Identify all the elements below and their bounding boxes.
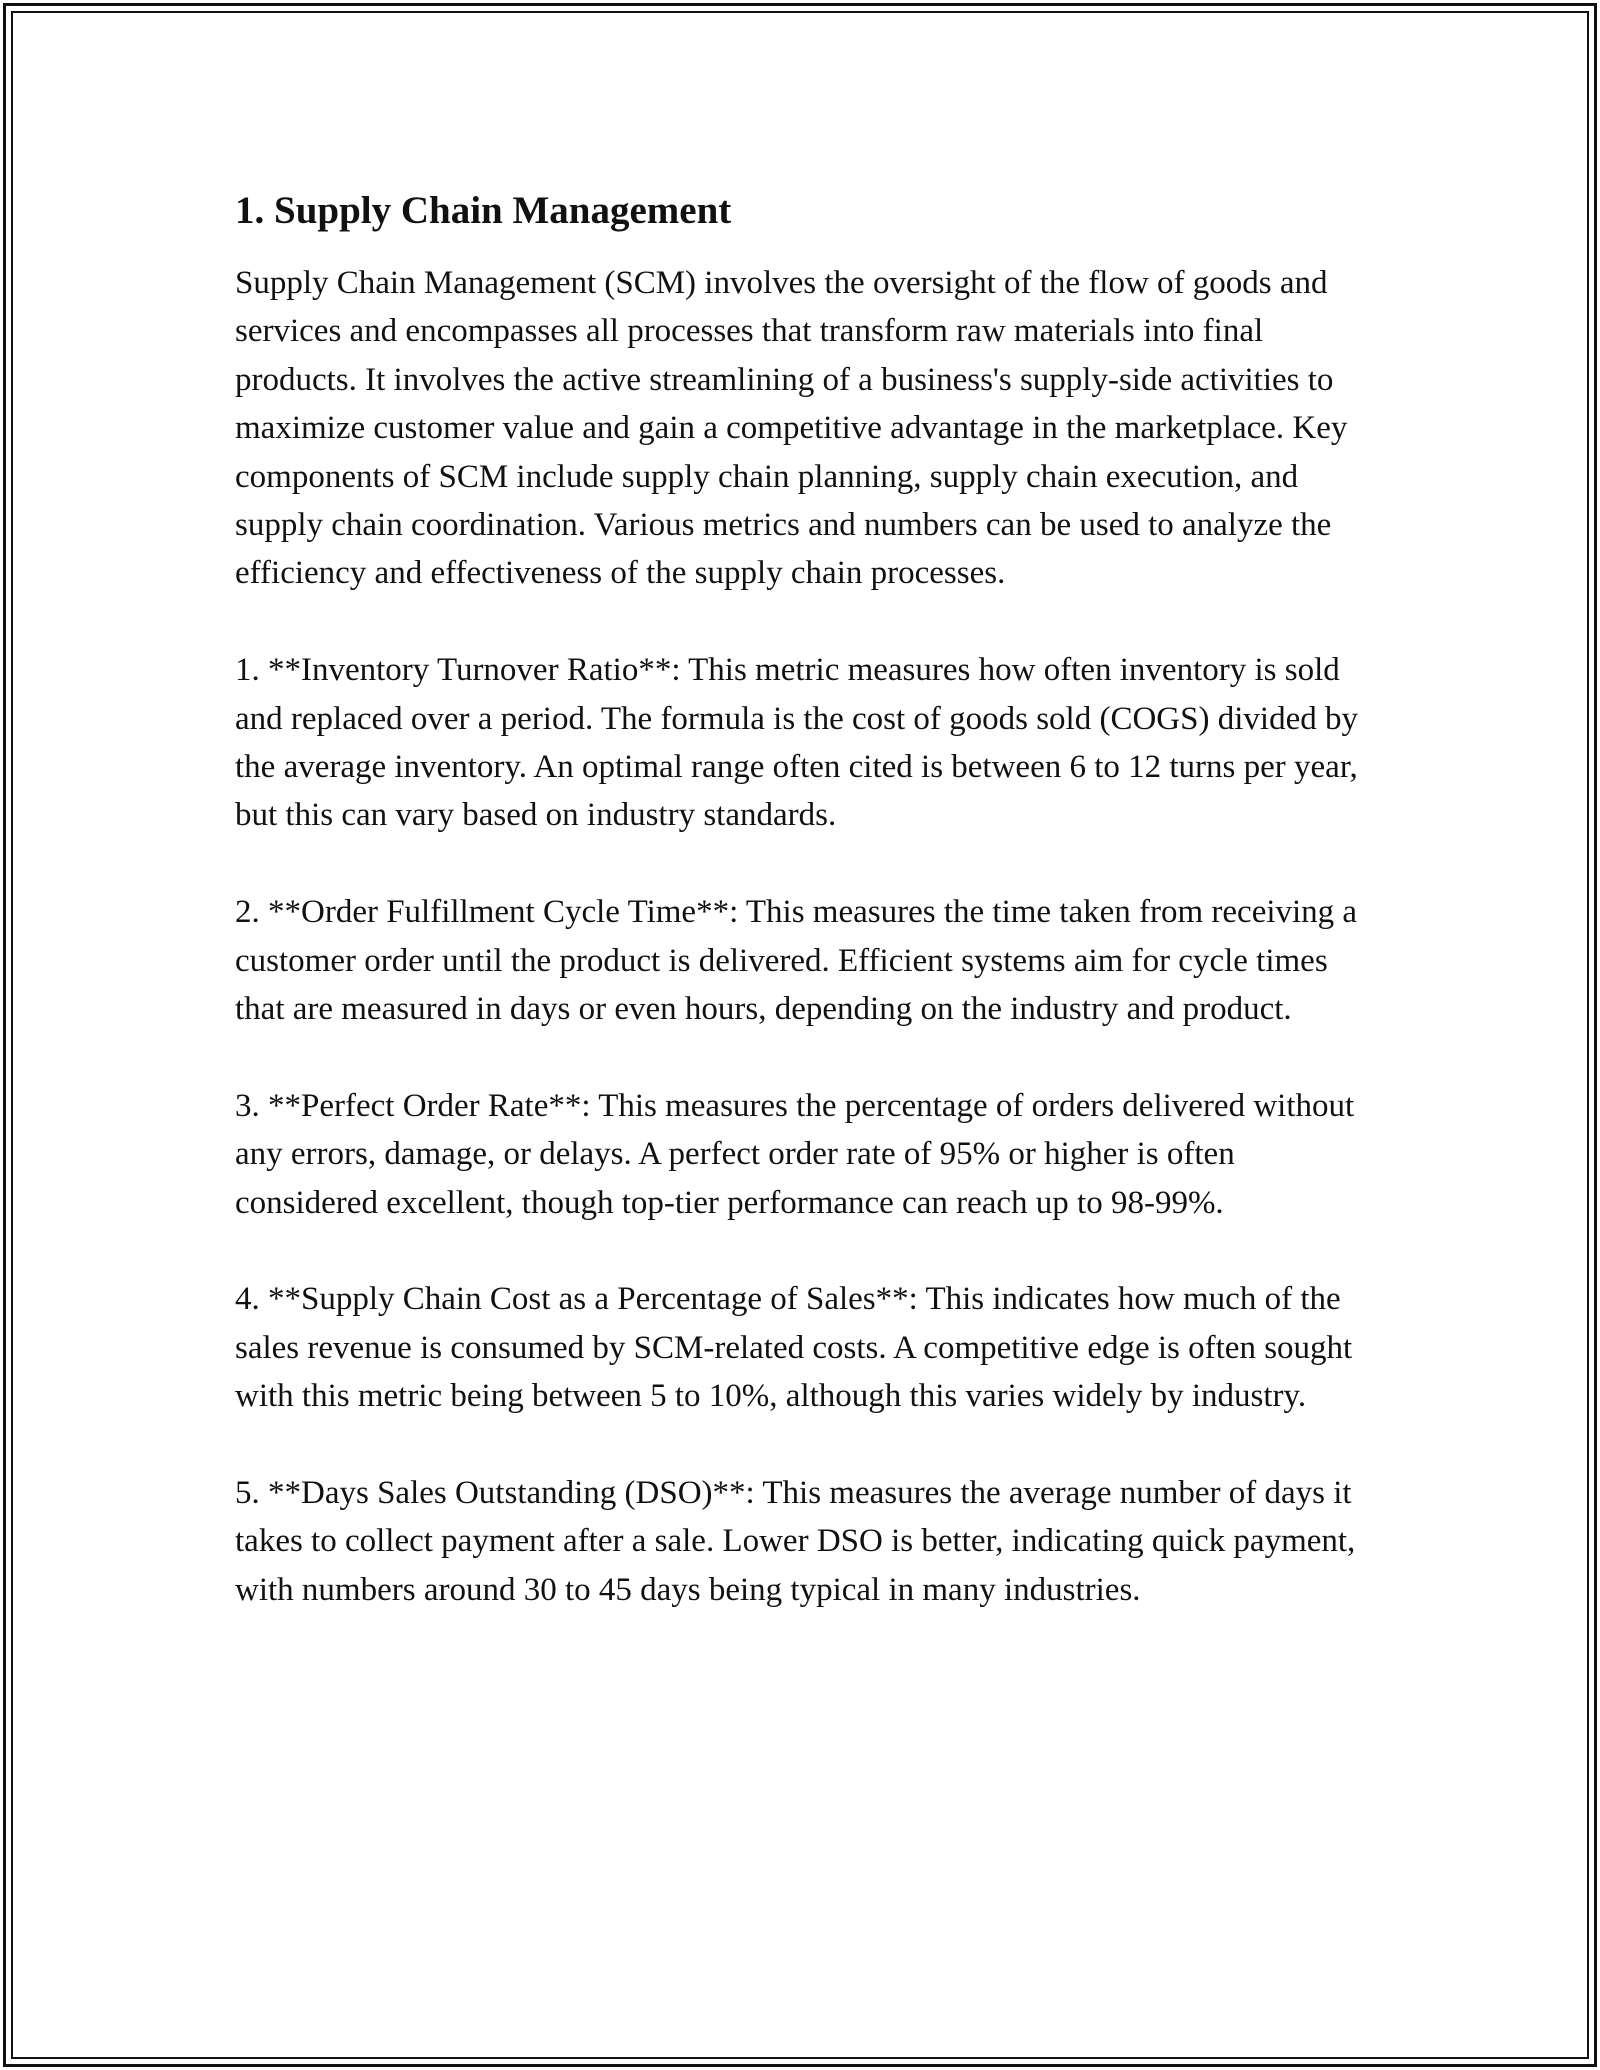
metric-supply-chain-cost: 4. **Supply Chain Cost as a Percentage of Sales**: This indicates how much of the sales revenue is consumed by SCM-related costs. A competitive edge is often sought with this metric being between 5 to 10%, although this varies widely by industry. (235, 1281, 1353, 1415)
section-heading: 1. Supply Chain Management (235, 189, 732, 232)
metric-inventory-turnover: 1. **Inventory Turnover Ratio**: This metric measures how often inventory is sold and replaced over a period. The formula is the cost of goods sold (COGS) divided by the average inventory. An optimal range often cited is between 6 to 12 turns per year, but this can vary based on industry standards. (235, 652, 1358, 834)
intro-paragraph: Supply Chain Management (SCM) involves the oversight of the flow of goods and services and encompasses all processes that transform raw materials into final products. It involves the active streamlining of a business's supply-side activities to maximize customer value and gain a competitive advantage in the marketplace. Key components of SCM include supply chain planning, supply chain execution, and supply chain coordination. Various metrics and numbers can be used to analyze the efficiency and effectiveness of the supply chain processes. (235, 265, 1348, 592)
metric-order-fulfillment: 2. **Order Fulfillment Cycle Time**: This measures the time taken from receiving a customer order until the product is delivered. Efficient systems aim for cycle times that are measured in days or even hours, depending on the industry and product. (235, 894, 1358, 1028)
metric-days-sales-outstanding: 5. **Days Sales Outstanding (DSO)**: This measures the average number of days it takes to collect payment after a sale. Lower DSO is better, indicating quick payment, with numbers around 30 to 45 days being typical in many industries. (235, 1475, 1356, 1608)
metric-perfect-order-rate: 3. **Perfect Order Rate**: This measures the percentage of orders delivered without any errors, damage, or delays. A perfect order rate of 95% or higher is often considered excellent, though top-tier performance can reach up to 98-99%. (235, 1087, 1355, 1221)
document-body (235, 186, 1380, 1663)
